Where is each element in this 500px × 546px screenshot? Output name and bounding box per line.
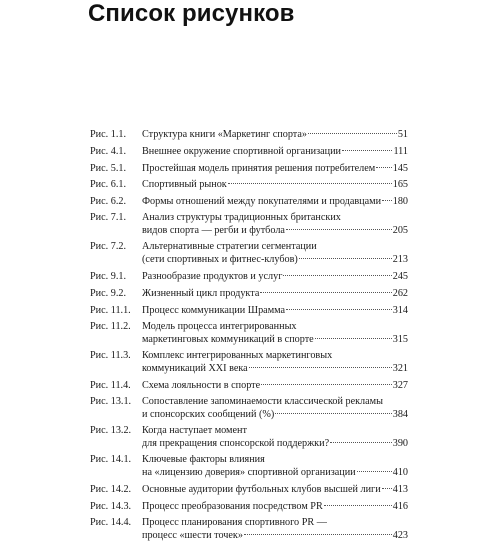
figure-caption bbox=[142, 517, 408, 543]
caption-last-line bbox=[142, 467, 408, 480]
figure-number: Рис. 14.3. bbox=[90, 501, 132, 513]
dot-leader bbox=[286, 229, 392, 230]
page-number: 321 bbox=[392, 362, 408, 374]
figure-number: Рис. 13.2. bbox=[90, 425, 132, 437]
dot-leader bbox=[261, 384, 392, 385]
dot-leader bbox=[330, 442, 392, 443]
figure-number: Рис. 5.1. bbox=[90, 162, 127, 174]
caption-last-line bbox=[142, 530, 408, 543]
figure-entry bbox=[90, 304, 408, 317]
caption-line: Процесс преобразования посредством PR bbox=[142, 501, 323, 513]
figure-caption bbox=[142, 178, 408, 191]
caption-line: Формы отношений между покупателями и продавцами bbox=[142, 196, 382, 208]
dot-leader bbox=[376, 167, 391, 168]
caption-line: Сопоставление запоминаемости классической рекламы bbox=[142, 395, 383, 407]
caption-last-line bbox=[142, 500, 408, 513]
figure-number: Рис. 6.2. bbox=[90, 196, 127, 208]
figure-entry bbox=[90, 321, 408, 347]
figure-entry bbox=[90, 517, 408, 543]
page-number: 327 bbox=[392, 380, 408, 392]
figure-number: Рис. 4.1. bbox=[90, 145, 127, 157]
page-number: 145 bbox=[392, 162, 408, 174]
figure-number: Рис. 11.1. bbox=[90, 304, 131, 316]
caption-last-line bbox=[142, 334, 408, 347]
figure-caption bbox=[142, 162, 408, 175]
figure-entry bbox=[90, 212, 408, 238]
dot-leader bbox=[228, 183, 392, 184]
caption-line: Внешнее окружение спортивной организации bbox=[142, 145, 341, 157]
caption-last-line bbox=[142, 225, 408, 238]
figure-number: Рис. 7.2. bbox=[90, 241, 127, 253]
dot-leader bbox=[382, 200, 392, 201]
dot-leader bbox=[275, 413, 391, 414]
page-number: 315 bbox=[392, 333, 408, 345]
caption-last-line bbox=[142, 287, 408, 300]
caption-line: и спонсорских сообщений (%) bbox=[142, 408, 275, 420]
page-number: 180 bbox=[392, 196, 408, 208]
figure-entry bbox=[90, 287, 408, 300]
caption-line: Процесс коммуникации Шрамма bbox=[142, 304, 286, 316]
figure-number: Рис. 6.1. bbox=[90, 179, 127, 191]
page-title: Список рисунков bbox=[88, 0, 295, 27]
dot-leader bbox=[382, 488, 392, 489]
figure-number: Рис. 11.2. bbox=[90, 320, 131, 332]
dot-leader bbox=[308, 133, 397, 134]
figure-entry bbox=[90, 241, 408, 267]
figure-entry bbox=[90, 500, 408, 513]
figure-entry bbox=[90, 379, 408, 392]
page-number: 423 bbox=[392, 529, 408, 541]
figure-entry bbox=[90, 396, 408, 422]
caption-line: коммуникаций XXI века bbox=[142, 362, 248, 374]
figure-caption bbox=[142, 128, 408, 141]
caption-last-line bbox=[142, 145, 408, 158]
page-number: 213 bbox=[392, 253, 408, 265]
figure-number: Рис. 14.1. bbox=[90, 454, 132, 466]
figure-caption bbox=[142, 287, 408, 300]
caption-line: Основные аудитории футбольных клубов высшей лиги bbox=[142, 484, 381, 496]
page-number: 384 bbox=[392, 408, 408, 420]
dot-leader bbox=[342, 150, 392, 151]
caption-line: Процесс планирования спортивного PR — bbox=[142, 517, 327, 529]
dot-leader bbox=[357, 471, 392, 472]
figure-caption bbox=[142, 145, 408, 158]
figure-entry bbox=[90, 350, 408, 376]
caption-line: Когда наступает момент bbox=[142, 425, 247, 437]
caption-line: Ключевые факторы влияния bbox=[142, 454, 265, 466]
caption-line: Простейшая модель принятия решения потребителем bbox=[142, 162, 376, 174]
dot-leader bbox=[283, 275, 391, 276]
caption-line: (сети спортивных и фитнес-клубов) bbox=[142, 253, 298, 265]
caption-last-line bbox=[142, 363, 408, 376]
page-number: 111 bbox=[393, 145, 408, 157]
caption-line: Жизненный цикл продукта bbox=[142, 288, 260, 300]
caption-line: Модель процесса интегрированных bbox=[142, 320, 297, 332]
caption-last-line bbox=[142, 270, 408, 283]
page-number: 390 bbox=[392, 437, 408, 449]
page-number: 262 bbox=[392, 288, 408, 300]
figure-caption bbox=[142, 396, 408, 422]
dot-leader bbox=[249, 367, 392, 368]
caption-line: Разнообразие продуктов и услуг bbox=[142, 271, 283, 283]
page-number: 314 bbox=[392, 304, 408, 316]
figure-entry bbox=[90, 425, 408, 451]
figure-caption bbox=[142, 379, 408, 392]
figure-caption bbox=[142, 454, 408, 480]
figure-caption bbox=[142, 425, 408, 451]
caption-last-line bbox=[142, 178, 408, 191]
caption-last-line bbox=[142, 409, 408, 422]
caption-line: на «лицензию доверия» спортивной организации bbox=[142, 467, 356, 479]
dot-leader bbox=[244, 534, 392, 535]
figure-caption bbox=[142, 241, 408, 267]
figure-number: Рис. 14.4. bbox=[90, 517, 132, 529]
figure-number: Рис. 9.2. bbox=[90, 288, 127, 300]
caption-line: Спортивный рынок bbox=[142, 179, 227, 191]
figure-number: Рис. 14.2. bbox=[90, 484, 132, 496]
figure-caption bbox=[142, 321, 408, 347]
figure-number: Рис. 11.4. bbox=[90, 380, 131, 392]
caption-last-line bbox=[142, 162, 408, 175]
figure-entry bbox=[90, 145, 408, 158]
figure-entry bbox=[90, 162, 408, 175]
figure-caption bbox=[142, 212, 408, 238]
caption-line: для прекращения спонсорской поддержки? bbox=[142, 437, 330, 449]
figure-list bbox=[90, 128, 408, 546]
page-number: 410 bbox=[392, 467, 408, 479]
figure-caption bbox=[142, 195, 408, 208]
caption-line: видов спорта — регби и футбола bbox=[142, 224, 285, 236]
figure-number: Рис. 13.1. bbox=[90, 395, 132, 407]
caption-line: процесс «шести точек» bbox=[142, 529, 243, 541]
caption-last-line bbox=[142, 438, 408, 451]
caption-line: Комплекс интегрированных маркетинговых bbox=[142, 349, 333, 361]
figure-entry bbox=[90, 483, 408, 496]
page-number: 413 bbox=[392, 484, 408, 496]
figure-number: Рис. 9.1. bbox=[90, 271, 127, 283]
figure-entry bbox=[90, 178, 408, 191]
caption-line: Анализ структуры традиционных британских bbox=[142, 211, 341, 223]
figure-entry bbox=[90, 128, 408, 141]
caption-last-line bbox=[142, 304, 408, 317]
dot-leader bbox=[315, 338, 392, 339]
caption-last-line bbox=[142, 195, 408, 208]
page-number: 205 bbox=[392, 224, 408, 236]
page-number: 416 bbox=[392, 501, 408, 513]
caption-last-line bbox=[142, 254, 408, 267]
caption-last-line bbox=[142, 483, 408, 496]
dot-leader bbox=[286, 309, 392, 310]
caption-line: Схема лояльности в спорте bbox=[142, 380, 261, 392]
figure-entry bbox=[90, 454, 408, 480]
figure-entry bbox=[90, 270, 408, 283]
dot-leader bbox=[324, 505, 392, 506]
caption-line: Альтернативные стратегии сегментации bbox=[142, 241, 317, 253]
page-number: 165 bbox=[392, 179, 408, 191]
figure-number: Рис. 7.1. bbox=[90, 211, 127, 223]
figure-caption bbox=[142, 304, 408, 317]
caption-last-line bbox=[142, 128, 408, 141]
figure-caption bbox=[142, 270, 408, 283]
figure-number: Рис. 1.1. bbox=[90, 129, 127, 140]
dot-leader bbox=[299, 258, 392, 259]
figure-caption bbox=[142, 483, 408, 496]
page-number: 245 bbox=[392, 271, 408, 283]
figure-number: Рис. 11.3. bbox=[90, 349, 131, 361]
caption-last-line bbox=[142, 379, 408, 392]
caption-line: маркетинговых коммуникаций в спорте bbox=[142, 333, 314, 345]
figure-caption bbox=[142, 350, 408, 376]
dot-leader bbox=[260, 292, 391, 293]
page-number: 51 bbox=[397, 129, 408, 140]
figure-entry bbox=[90, 195, 408, 208]
figure-caption bbox=[142, 500, 408, 513]
caption-line: Структура книги «Маркетинг спорта» bbox=[142, 129, 307, 140]
